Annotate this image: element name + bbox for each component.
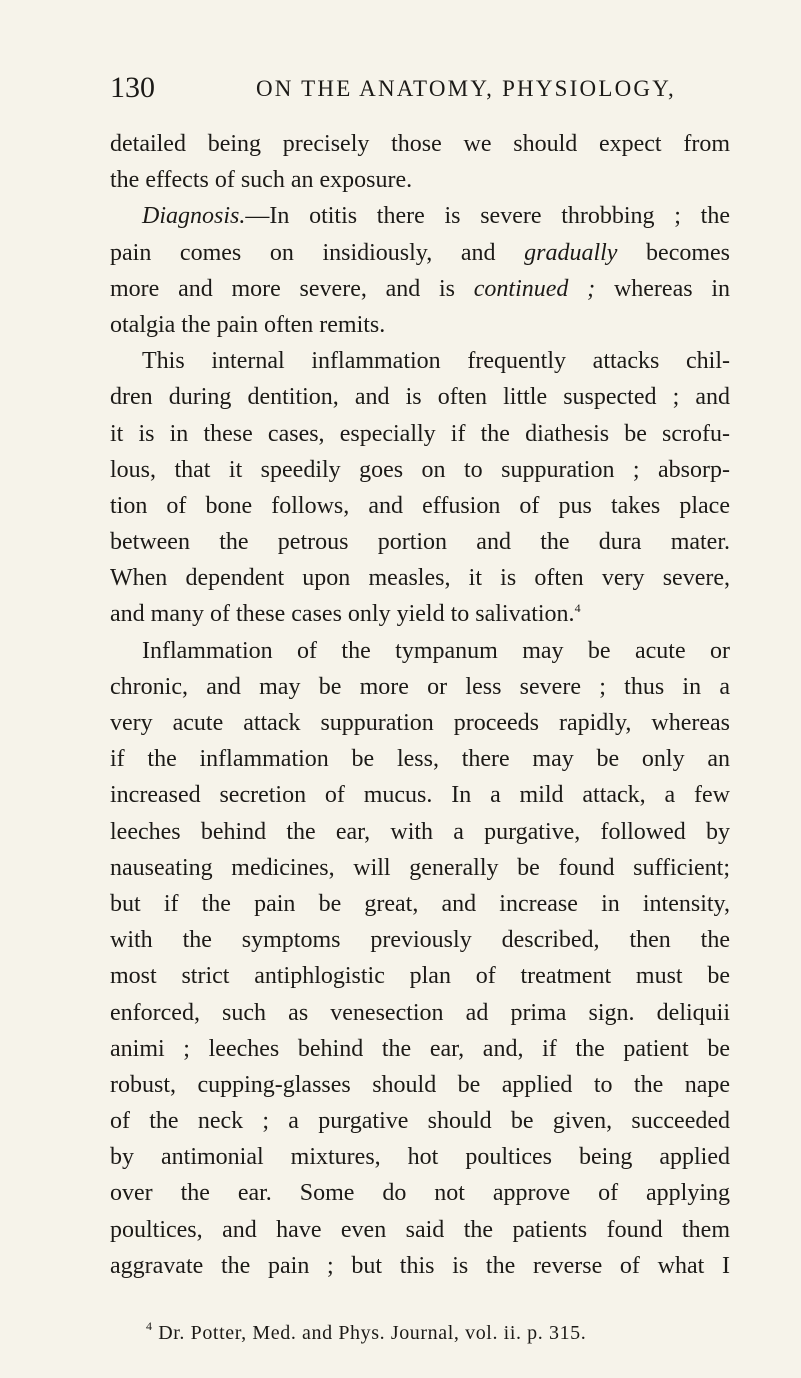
running-title: ON THE ANATOMY, PHYSIOLOGY, — [256, 76, 676, 101]
text-line: otalgia the pain often remits. — [110, 311, 386, 338]
text-line: if the inflammation be less, there may be only an — [110, 746, 730, 773]
text-line: but if the pain be great, and increase in intensity, — [110, 890, 730, 917]
text-line: pain comes on insidiously, and gradually becomes — [110, 239, 731, 266]
text-line: enforced, such as venesection ad prima sign. deliquii — [110, 999, 730, 1026]
text-line: detailed being precisely those we should expect from — [110, 131, 730, 157]
footnote-text: Dr. Potter, Med. and Phys. Journal, vol. ii. p. 315. — [152, 1322, 587, 1344]
emphasis: continued ; — [473, 275, 596, 302]
emphasis: gradually — [524, 239, 618, 266]
text-line: with the symptoms previously described, then the — [110, 927, 730, 954]
footnote-reference[interactable]: 4 — [574, 601, 581, 616]
text-line: it is in these cases, especially if the diathesis be scrofu- — [110, 420, 730, 447]
text-line: tion of bone follows, and effusion of pus takes place — [110, 492, 730, 519]
text-line: aggravate the pain ; but this is the reverse of what I — [110, 1252, 730, 1279]
footnote-marker: 4 — [146, 1319, 153, 1333]
text-line: most strict antiphlogistic plan of treatment must be — [110, 963, 730, 990]
text-line: animi ; leeches behind the ear, and, if the patient be — [110, 1035, 730, 1062]
text-line: nauseating medicines, will generally be found sufficient; — [110, 854, 730, 881]
text-line: between the petrous portion and the dura mater. — [110, 529, 730, 556]
text-line: leeches behind the ear, with a purgative, followed by — [110, 818, 730, 845]
text-line: lous, that it speedily goes on to suppuration ; absorp- — [110, 456, 730, 483]
text-line: very acute attack suppuration proceeds rapidly, whereas — [110, 710, 730, 736]
text-line: Diagnosis.—In otitis there is severe throbbing ; the — [142, 203, 730, 230]
text-line: When dependent upon measles, it is often very severe, — [110, 565, 730, 592]
page-number: 130 — [110, 71, 155, 104]
text-line: dren during dentition, and is often little suspected ; and — [110, 384, 730, 411]
text-line: and many of these cases only yield to salivation.$^4$ — [110, 601, 581, 628]
section-label-diagnosis: Diagnosis. — [142, 203, 246, 230]
text-line: robust, cupping-glasses should be applied to the nape — [110, 1071, 730, 1098]
text-line: This internal inflammation frequently attacks chil- — [142, 348, 730, 375]
footnote — [146, 1318, 586, 1348]
text-line: Inflammation of the tympanum may be acute or — [142, 637, 730, 664]
body-text — [110, 126, 730, 1284]
text-line: increased secretion of mucus. In a mild attack, a few — [110, 782, 730, 809]
running-head — [110, 68, 730, 108]
text-line: poultices, and have even said the patients found them — [110, 1216, 730, 1243]
text-line: of the neck ; a purgative should be given, succeeded — [110, 1108, 730, 1135]
text-line: the effects of such an exposure. — [110, 167, 413, 194]
text-line: more and more severe, and is continued ; whereas in — [110, 275, 730, 302]
text-line: chronic, and may be more or less severe ; thus in a — [110, 673, 730, 700]
text-line: over the ear. Some do not approve of applying — [110, 1180, 730, 1207]
text-line: by antimonial mixtures, hot poultices being applied — [110, 1144, 730, 1171]
